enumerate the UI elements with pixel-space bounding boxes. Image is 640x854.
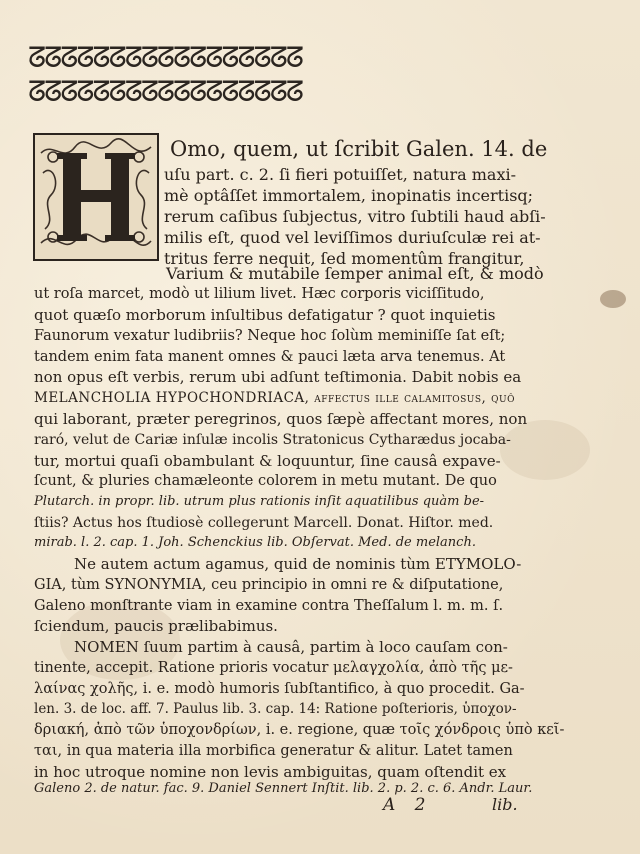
text-line-13: MELANCHOLIA HYPOCHONDRIACA, affectus ille calamitoſus, quô xyxy=(34,390,515,406)
text-line-last: Galeno 2. de natur. fac. 9. Daniel Sennert Inſtit. lib. 2. p. 2. c. 6. Andr. Laur. xyxy=(34,781,533,796)
text-line-15: raró, velut de Cariæ inſulæ incolis Stratonicus Cytharædus jocaba- xyxy=(34,432,511,448)
text-line-26: tinente, accepit. Ratione prioris vocatur μελαγχολία, ἀπὸ τῆς με- xyxy=(34,660,513,676)
ornament-row-top xyxy=(28,40,608,75)
text-line-29: δριακή, ἀπὸ τῶν ὑποχονδρίων, i. e. regione, quæ τοῖς χόνδροις ὑπὸ κεῖ- xyxy=(34,722,565,738)
text-line-10: Faunorum vexatur ludibriis? Neque hoc ſolùm meminiſſe ſat eſt; xyxy=(34,328,506,344)
paper-stain xyxy=(500,420,590,480)
catchword: lib. xyxy=(492,795,518,814)
ornament-row-bottom xyxy=(28,74,608,109)
text-line-6: tritus ferre nequit, ſed momentûm frangitur, xyxy=(164,249,525,268)
text-line-16: tur, mortui quaſi obambulant & loquuntur, ſine causâ expave- xyxy=(34,452,501,470)
text-line-11: tandem enim fata manent omnes & pauci læta arva tenemus. At xyxy=(34,349,506,365)
ornament-glyphs: ᘔᘔᘔᘔᘔᘔᘔᘔᘔᘔᘔᘔᘔᘔᘔᘔᘔ xyxy=(28,41,302,74)
text-line-22: GIA, tùm SYNONYMIA, ceu principio in omni re & diſputatione, xyxy=(34,577,504,593)
text-line-18: Plutarch. in propr. lib. utrum plus rationis inſit aquatilibus quàm be- xyxy=(34,494,485,509)
signature-mark: A 2 xyxy=(383,795,426,815)
text-line-8: ut roſa marcet, modò ut lilium livet. Hæc corporis viciſſitudo, xyxy=(34,286,485,302)
text-line-24: ſciendum, paucis prælibabimus. xyxy=(34,617,278,635)
text-line-14: qui laborant, præter peregrinos, quos ſæpè affectant mores, non xyxy=(34,410,528,428)
text-line-19: ſtiis? Actus hos ſtudiosè collegerunt Marcell. Donat. Hiſtor. med. xyxy=(34,515,494,531)
text-line-3: mè optâſſet immortalem, inopinatis incertisq; xyxy=(164,186,534,205)
text-line-27: λαίνας χολῆς, i. e. modò humoris ſubſtantifico, à quo procedit. Ga- xyxy=(34,681,525,697)
ornamental-header-band xyxy=(28,40,608,110)
text-line-31: in hoc utroque nomine non levis ambiguitas, quam oſtendit ex xyxy=(34,763,507,781)
text-line-7: Varium & mutabile ſemper animal eſt, & modò xyxy=(166,264,544,283)
text-line-28: len. 3. de loc. aff. 7. Paulus lib. 3. cap. 14: Ratione poſterioris, ὑποχον- xyxy=(34,701,517,717)
text-line-25: NOMEN ſuum partim à causâ, partim à loco cauſam con- xyxy=(74,638,508,656)
decorated-initial-h xyxy=(33,133,159,261)
text-line-23: Galeno monſtrante viam in examine contra Theſſalum l. m. m. ſ. xyxy=(34,598,504,614)
ornament-glyphs: ᘔᘔᘔᘔᘔᘔᘔᘔᘔᘔᘔᘔᘔᘔᘔᘔᘔ xyxy=(28,75,302,108)
text-line-9: quot quæſo morborum inſultibus defatigatur ? quot inquietis xyxy=(34,306,496,324)
text-line-1: Omo, quem, ut ſcribit Galen. 14. de xyxy=(170,137,548,161)
text-line-17: ſcunt, & pluries chamæleonte colorem in metu mutant. De quo xyxy=(34,473,497,489)
text-line-4: rerum caſibus ſubjectus, vitro ſubtili haud abſi- xyxy=(164,207,546,226)
text-line-12: non opus eſt verbis, rerum ubi adſunt teſtimonia. Dabit nobis ea xyxy=(34,368,522,386)
paper-stain xyxy=(600,290,626,308)
text-line-30: ται, in qua materia illa morbifica generatur & alitur. Latet tamen xyxy=(34,743,513,759)
text-line-20: mirab. l. 2. cap. 1. Joh. Schenckius lib. Obſervat. Med. de melanch. xyxy=(34,535,476,550)
text-line-5: milis eſt, quod vel leviſſimos duriuſculæ rei at- xyxy=(164,228,541,247)
text-line-2: uſu part. c. 2. ſi fieri potuiſſet, natura maxi- xyxy=(164,165,516,184)
text-line-21: Ne autem actum agamus, quid de nominis tùm ETYMOLO- xyxy=(74,555,522,573)
